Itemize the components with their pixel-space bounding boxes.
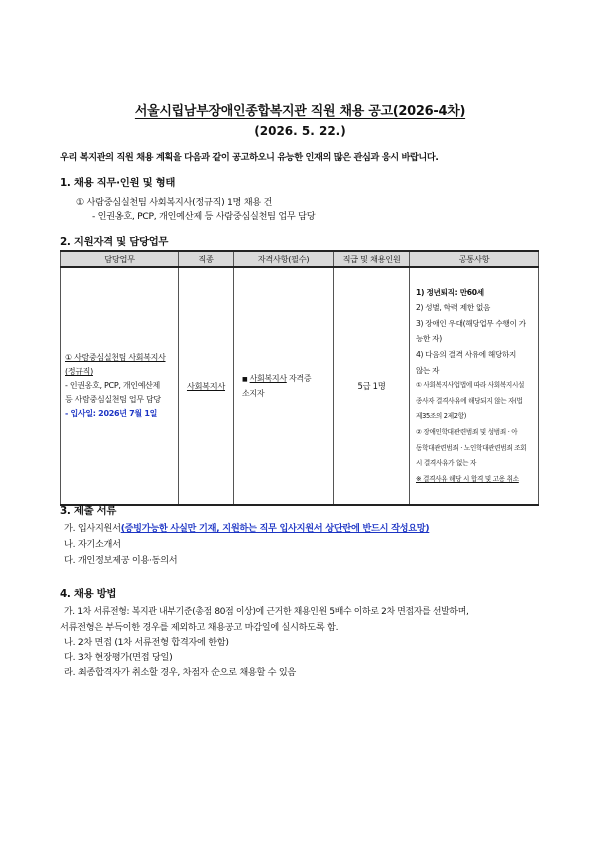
common-item-3b: 능한 자): [416, 334, 442, 344]
common-item-1: 1) 정년퇴직: 만60세: [416, 287, 484, 297]
header-grade: 직급 및 채용인원: [334, 251, 410, 267]
common-item-2: 2) 성별, 학력 제한 없음: [416, 303, 491, 313]
section-3-heading: 3. 제출 서류: [60, 505, 117, 517]
grade-cell: [334, 267, 410, 505]
header-common: 공통사항: [410, 251, 539, 267]
section-2-heading: 2. 지원자격 및 담당업무: [60, 236, 169, 248]
common-item-6c: 시 결격사유가 없는 자: [416, 459, 477, 468]
common-item-5: ① 사회복지사업법에 따라 사회복지시설: [416, 381, 525, 390]
section-4-item-na: 나. 2차 면접 (1차 서류전형 합격자에 한함): [64, 637, 229, 648]
document-title: 서울시립남부장애인종합복지관 직원 채용 공고(2026-4차): [134, 104, 466, 119]
section-1-item: ① 사람중심실천팀 사회복지사(정규직) 1명 채용 건: [76, 197, 273, 208]
section-3-item-da: 다. 개인정보제공 이용·동의서: [64, 555, 178, 566]
section-4-heading: 4. 채용 방법: [60, 588, 117, 600]
grade-value: 5급 1명: [357, 381, 386, 391]
section-3-item-ga: [64, 520, 429, 534]
qualification-bullet: ■: [242, 375, 248, 383]
common-item-6b: 동학대관련범죄 · 노인학대관련범죄 조회: [416, 443, 527, 452]
duty-title-2: (정규직): [65, 367, 93, 376]
table-header-row: [61, 251, 539, 267]
application-form-label: 가. 입사지원서: [64, 523, 121, 534]
common-item-5c: 제35조의 2제2항): [416, 412, 466, 421]
common-item-5b: 종사자 결격사유에 해당되지 않는 자(법: [416, 396, 523, 405]
duty-desc-2: 등 사람중심실천팀 업무 담당: [65, 395, 161, 404]
header-job: 직종: [179, 251, 234, 267]
announcement-date: (2026. 5. 22.): [254, 124, 346, 138]
header-qualification: 자격사항(필수): [234, 251, 334, 267]
duty-start-date: - 입사일: 2026년 7월 1일: [65, 409, 158, 418]
duty-cell: [61, 267, 179, 505]
section-3-item-na: 나. 자기소개서: [64, 539, 121, 550]
common-item-6: ② 장애인학대관련범죄 및 성범죄 · 아: [416, 427, 518, 436]
qualification-main: 사회복지사: [249, 373, 287, 383]
section-4-item-ga-2: 서류전형은 부득이한 경우를 제외하고 채용공고 마감일에 실시하도록 함.: [60, 622, 339, 633]
requirements-table: [60, 250, 539, 506]
common-item-7: ※ 결격사유 해당 시 합격 및 고용 취소: [416, 474, 519, 483]
common-item-4b: 않는 자: [416, 365, 440, 375]
table-row: [61, 267, 539, 505]
job-type: 사회복지사: [186, 380, 226, 391]
section-1-heading: 1. 채용 직무·인원 및 형태: [60, 177, 176, 189]
common-item-4: 4) 다음의 결격 사유에 해당하지: [416, 350, 517, 360]
section-4-item-da: 다. 3차 현장평가(면접 당일): [64, 652, 173, 663]
intro-text: 우리 복지관의 직원 채용 계획을 다음과 같이 공고하오니 유능한 인재의 많은 관심과 응시 바랍니다.: [60, 152, 439, 163]
qualification-line2: 소지자: [242, 388, 265, 398]
section-1-subitem: - 인권옹호, PCP, 개인예산제 등 사람중심실천팀 업무 담당: [92, 211, 316, 222]
qualification-cell: [234, 267, 334, 505]
common-cell: [410, 267, 539, 505]
header-duty: 담당업무: [61, 251, 179, 267]
common-item-3: 3) 장애인 우대(해당업무 수행이 가: [416, 318, 526, 328]
section-4-item-ga-1: 가. 1차 서류전형: 복지관 내부기준(총점 80점 이상)에 근거한 채용인원 5배수 이하로 2차 면접자를 선발하며,: [64, 607, 469, 617]
job-cell: [179, 267, 234, 505]
section-4-item-ra: 라. 최종합격자가 취소할 경우, 차점자 순으로 채용할 수 있음: [64, 667, 297, 678]
duty-title: ① 사람중심실천팀 사회복지사: [65, 353, 166, 362]
application-form-note: (증빙가능한 사실만 기재, 지원하는 직무 입사지원서 상단란에 반드시 작성요망): [120, 523, 430, 534]
duty-desc-1: - 인권옹호, PCP, 개인예산제: [65, 381, 160, 390]
qualification-rest: 자격증: [286, 373, 312, 383]
